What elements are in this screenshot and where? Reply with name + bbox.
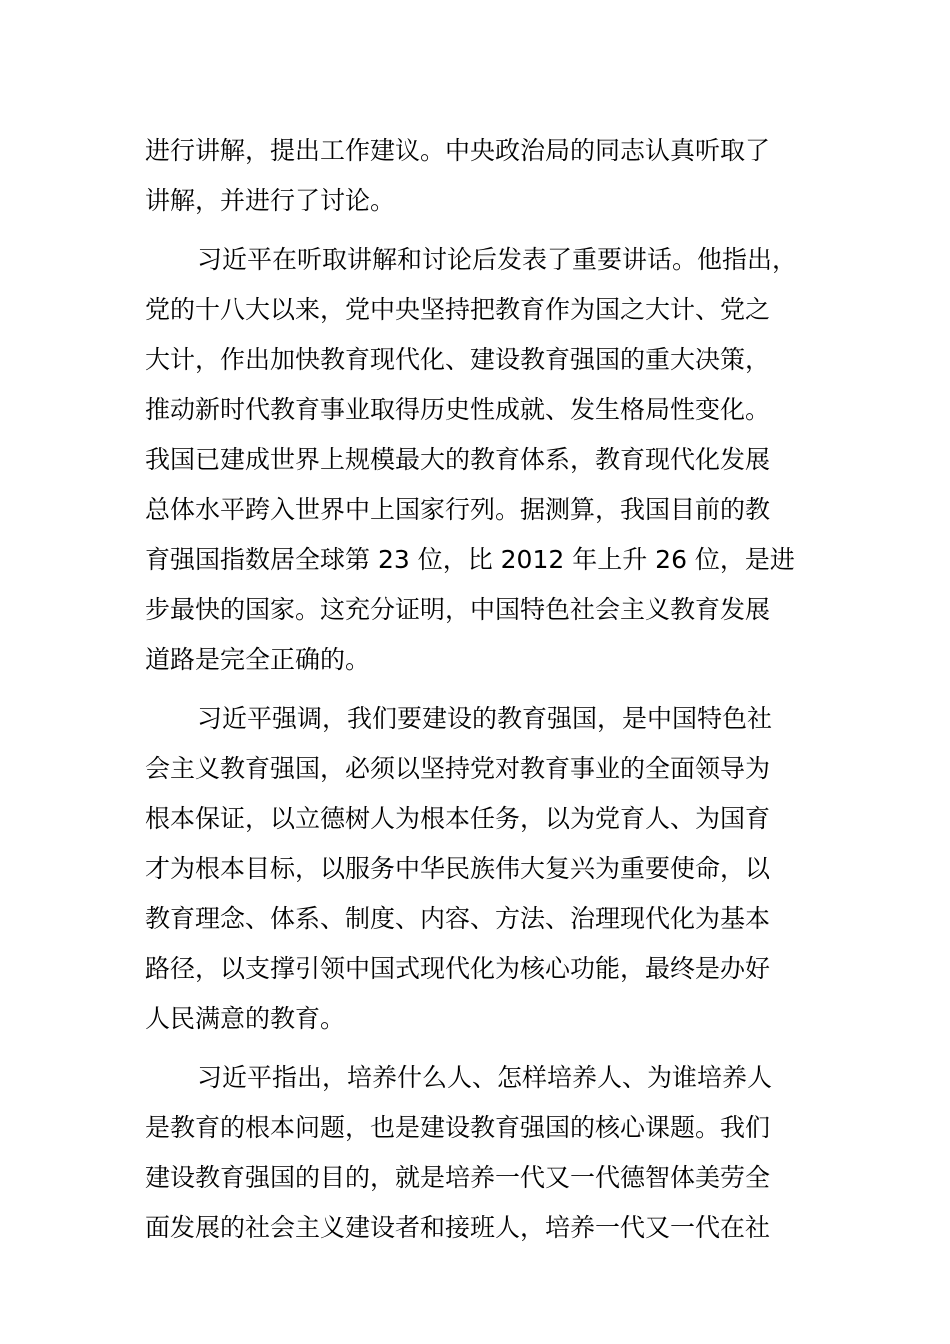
text-line: 步最快的国家。这充分证明，中国特色社会主义教育发展 xyxy=(145,595,771,624)
text-line: 总体水平跨入世界中上国家行列。据测算，我国目前的教 xyxy=(145,495,771,524)
text-line: 大计，作出加快教育现代化、建设教育强国的重大决策， xyxy=(145,345,771,374)
text-line: 会主义教育强国，必须以坚持党对教育事业的全面领导为 xyxy=(145,754,771,783)
text-line: 推动新时代教育事业取得历史性成就、发生格局性变化。 xyxy=(145,395,771,424)
text-line: 才为根本目标，以服务中华民族伟大复兴为重要使命，以 xyxy=(145,854,771,883)
text-line: 党的十八大以来，党中央坚持把教育作为国之大计、党之 xyxy=(145,295,771,324)
text-line: 道路是完全正确的。 xyxy=(145,645,371,674)
text-line: 路径，以支撑引领中国式现代化为核心功能，最终是办好 xyxy=(145,954,771,983)
paragraph-start-line: 习近平在听取讲解和讨论后发表了重要讲话。他指出， xyxy=(197,245,798,274)
text-line: 面发展的社会主义建设者和接班人，培养一代又一代在社 xyxy=(145,1213,771,1242)
text-line: 讲解，并进行了讨论。 xyxy=(145,186,396,215)
text-line: 建设教育强国的目的，就是培养一代又一代德智体美劳全 xyxy=(145,1163,771,1192)
paragraph-start-line: 习近平强调，我们要建设的教育强国，是中国特色社 xyxy=(197,704,773,733)
paragraph-start-line: 习近平指出，培养什么人、怎样培养人、为谁培养人 xyxy=(197,1063,773,1092)
text-line: 育强国指数居全球第 23 位，比 2012 年上升 26 位，是进 xyxy=(145,545,795,574)
text-line: 人民满意的教育。 xyxy=(145,1004,346,1033)
text-line: 根本保证，以立德树人为根本任务，以为党育人、为国育 xyxy=(145,804,771,833)
text-line: 我国已建成世界上规模最大的教育体系，教育现代化发展 xyxy=(145,445,771,474)
document-body xyxy=(145,126,815,1253)
text-line: 是教育的根本问题，也是建设教育强国的核心课题。我们 xyxy=(145,1113,771,1142)
text-line: 教育理念、体系、制度、内容、方法、治理现代化为基本 xyxy=(145,904,771,933)
text-line: 进行讲解，提出工作建议。中央政治局的同志认真听取了 xyxy=(145,136,771,165)
